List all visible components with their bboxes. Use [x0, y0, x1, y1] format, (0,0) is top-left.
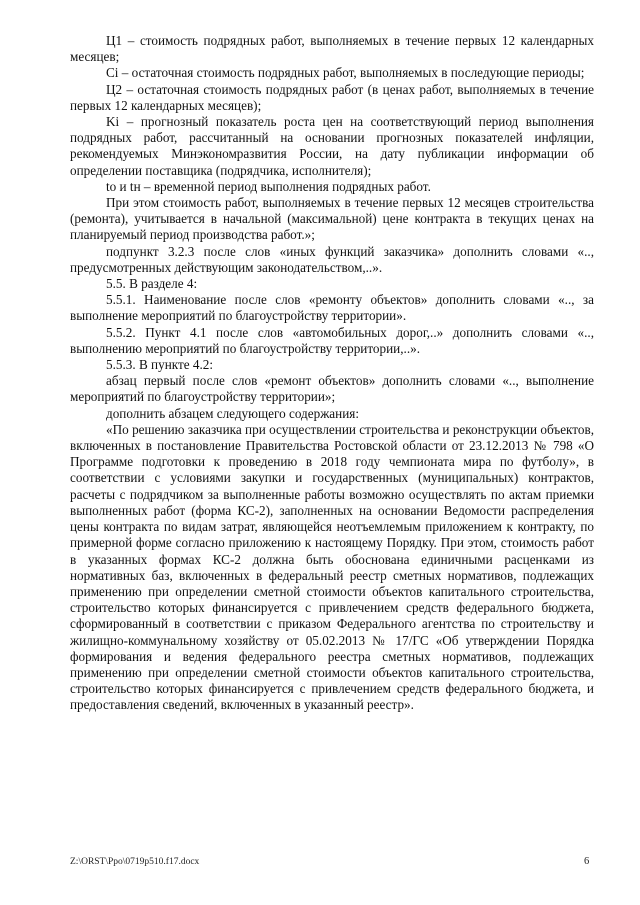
footer-file-path: Z:\ORST\Ppo\0719p510.f17.docx — [70, 857, 200, 867]
paragraph-first-abzac: абзац первый после слов «ремонт объектов» дополнить словами «.., выполнение мероприятий по благоустройству территории»; — [70, 373, 594, 405]
paragraph-new-content: «По решению заказчика при осуществлении строительства и реконструкции объектов, включенных в постановление Правительства Ростовской области от 23.12.2013 № 798 «О Программе подготовки к проведению в 2018 году чемпионата мира по футболу», в соответствии с условиями закупки и государственных (муниципальных) контрактов, расчеты с подрядчиком за выполненные работы возможно осуществлять по актам приемки выполненных работ (форма КС-2), заполненных на основании Ведомости распределения цены контракта по видам затрат, являющейся неотъемлемым приложением к контракту, по примерной форме согласно приложению к настоящему Порядку. При этом, стоимость работ в указанных формах КС-2 должна быть обоснована единичными расценками из нормативных баз, включенных в федеральный реестр сметных нормативов, подлежащих применению при определении сметной стоимости объектов капитального строительства, строительство которых финансируется с привлечением средств федерального бюджета, сформированный в соответствии с приказом Федерального агентства по строительству и жилищно-коммунальному хозяйству от 05.02.2013 № 17/ГС «Об утверждении Порядка формирования и ведения федерального реестра сметных нормативов, подлежащих применению при определении сметной стоимости объектов капитального строительства, строительство которых финансируется с привлечением средств федерального бюджета, и предоставления сведений, включенных в указанный реестр». — [70, 421, 594, 713]
paragraph-c1-definition: Ц1 – стоимость подрядных работ, выполняемых в течение первых 12 календарных месяцев; — [70, 33, 594, 65]
paragraph-section-5-5: 5.5. В разделе 4: — [106, 276, 198, 292]
paragraph-5-5-1: 5.5.1. Наименование после слов «ремонту объектов» дополнить словами «.., за выполнение мероприятий по благоустройству территории». — [70, 292, 594, 324]
paragraph-5-5-2: 5.5.2. Пункт 4.1 после слов «автомобильных дорог,..» дополнить словами «.., выполнению мероприятий по благоустройству территории,..». — [70, 324, 594, 356]
page-number: 6 — [584, 856, 590, 867]
paragraph-ci-definition: Ci – остаточная стоимость подрядных работ, выполняемых в последующие периоды; — [106, 65, 585, 81]
paragraph-5-5-3: 5.5.3. В пункте 4.2: — [106, 357, 214, 373]
paragraph-time-period: to и tн – временной период выполнения подрядных работ. — [106, 178, 431, 194]
paragraph-subclause-3-2-3: подпункт 3.2.3 после слов «иных функций заказчика» дополнить словами «.., предусмотренных действующим законодательством,..». — [70, 243, 594, 275]
paragraph-cost-note: При этом стоимость работ, выполняемых в течение первых 12 месяцев строительства (ремонта), учитывается в начальной (максимальной) цене контракта в текущих ценах на планируемый период производства работ.»; — [70, 195, 594, 243]
paragraph-ki-definition: Ki – прогнозный показатель роста цен на соответствующий период выполнения подрядных работ, рассчитанный на основании прогнозных показателей инфляции, рекомендуемых Минэкономразвития России, на дату публикации информации об определении поставщика (подрядчика, исполнителя); — [70, 114, 594, 178]
document-body — [70, 33, 594, 714]
paragraph-c2-definition: Ц2 – остаточная стоимость подрядных работ (в ценах работ, выполняемых в течение первых 12 календарных месяцев); — [70, 81, 594, 113]
paragraph-add-abzac: дополнить абзацем следующего содержания: — [106, 405, 360, 421]
